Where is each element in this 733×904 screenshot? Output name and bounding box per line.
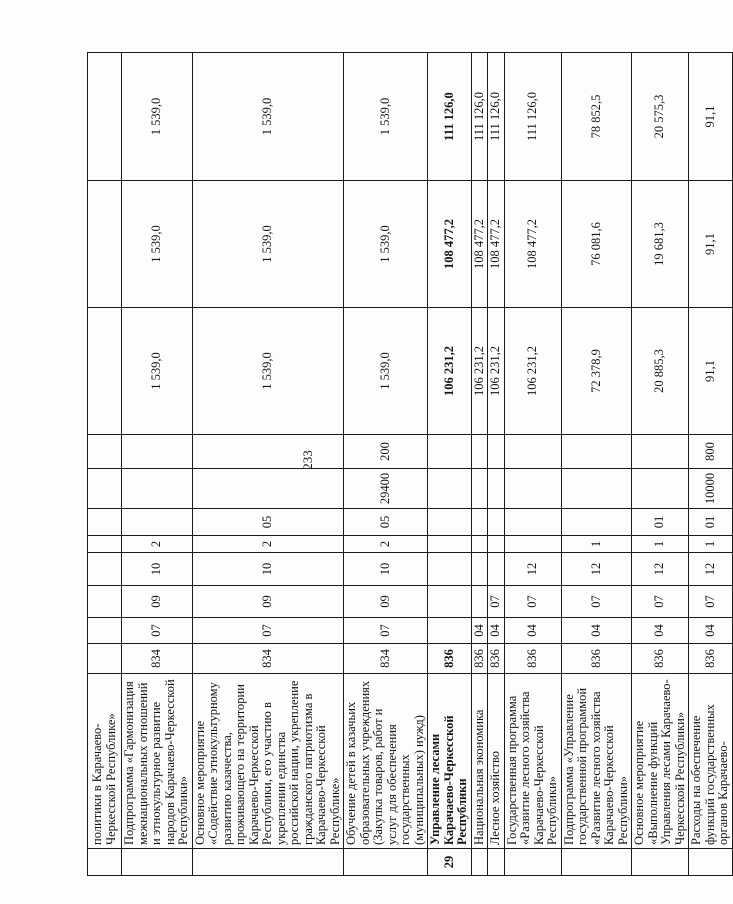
code-subprogram xyxy=(488,536,505,553)
row-name: Расходы на обеспечение функций государственных органов Карачаево- xyxy=(689,674,733,849)
amount-year-1 xyxy=(88,308,122,435)
code-program: 10 xyxy=(122,553,193,586)
code-subsection xyxy=(88,586,122,618)
code-subsection: 07 xyxy=(632,586,689,618)
row-name: Основное мероприятие «Содействие этнокультурному развитию казачества, проживающего на территории Карачаево-Черкесской Республики, его участию в укреплении единства российской нации, укрепление гражданского патриотизма в Карачаево-Черкесской Республике» xyxy=(192,674,344,849)
code-program: 12 xyxy=(561,553,632,586)
code-subsection xyxy=(428,586,472,618)
code-program xyxy=(488,553,505,586)
code-subsection: 09 xyxy=(122,586,193,618)
code-program: 12 xyxy=(504,553,561,586)
code-grbs: 834 xyxy=(344,644,428,674)
amount-year-2: 1 539,0 xyxy=(344,181,428,308)
amount-year-1: 106 231,2 xyxy=(428,308,472,435)
code-activity xyxy=(122,509,193,536)
code-program xyxy=(428,553,472,586)
code-subsection xyxy=(471,586,488,618)
row-name: Основное мероприятие «Выполнение функций Управления лесами Карачаево-Черкесской Республики» xyxy=(632,674,689,849)
code-section xyxy=(428,618,472,644)
code-grbs: 834 xyxy=(122,644,193,674)
amount-year-1: 106 231,2 xyxy=(504,308,561,435)
code-direction xyxy=(504,469,561,509)
amount-year-1: 20 885,3 xyxy=(632,308,689,435)
code-expense-type xyxy=(504,435,561,469)
row-name: Подпрограмма «Гармонизация межнациональных отношений и этнокультурное развитие народов Карачаево-Черкесской Республики» xyxy=(122,674,193,849)
amount-year-1: 91,1 xyxy=(689,308,733,435)
code-expense-type xyxy=(488,435,505,469)
code-expense-type: 200 xyxy=(344,435,428,469)
code-subsection: 09 xyxy=(192,586,344,618)
row-number xyxy=(344,849,428,876)
code-section: 07 xyxy=(192,618,344,644)
code-subprogram: 1 xyxy=(632,536,689,553)
amount-year-2: 108 477,2 xyxy=(471,181,488,308)
code-expense-type xyxy=(428,435,472,469)
code-activity xyxy=(561,509,632,536)
page-number: 233 xyxy=(300,450,315,470)
row-name: политики в Карачаево-Черкесской Республике» xyxy=(88,674,122,849)
amount-year-2: 76 081,6 xyxy=(561,181,632,308)
code-activity xyxy=(428,509,472,536)
row-name: Управление лесами Карачаево-Черкесской Республики xyxy=(428,674,472,849)
row-number xyxy=(561,849,632,876)
table-row xyxy=(689,53,733,876)
code-subsection: 09 xyxy=(344,586,428,618)
rotated-page-content xyxy=(87,53,730,876)
code-subprogram: 1 xyxy=(689,536,733,553)
table-row xyxy=(122,53,193,876)
code-activity: 05 xyxy=(192,509,344,536)
row-number xyxy=(88,849,122,876)
code-direction: 29400 xyxy=(344,469,428,509)
code-grbs: 836 xyxy=(471,644,488,674)
code-activity: 01 xyxy=(689,509,733,536)
code-program: 12 xyxy=(689,553,733,586)
code-expense-type xyxy=(471,435,488,469)
code-program xyxy=(471,553,488,586)
code-direction xyxy=(632,469,689,509)
code-section: 04 xyxy=(632,618,689,644)
amount-year-3: 78 852,5 xyxy=(561,53,632,181)
table-row xyxy=(88,53,122,876)
table-row xyxy=(561,53,632,876)
row-name: Государственная программа «Развитие лесного хозяйства Карачаево-Черкесской Республики» xyxy=(504,674,561,849)
code-activity: 01 xyxy=(632,509,689,536)
amount-year-1: 106 231,2 xyxy=(488,308,505,435)
row-number xyxy=(632,849,689,876)
code-direction xyxy=(428,469,472,509)
code-direction xyxy=(561,469,632,509)
table-row xyxy=(344,53,428,876)
code-subprogram: 2 xyxy=(192,536,344,553)
code-expense-type xyxy=(122,435,193,469)
code-direction xyxy=(88,469,122,509)
row-number xyxy=(192,849,344,876)
code-activity xyxy=(88,509,122,536)
amount-year-2 xyxy=(88,181,122,308)
amount-year-3: 91,1 xyxy=(689,53,733,181)
code-expense-type xyxy=(632,435,689,469)
row-number xyxy=(689,849,733,876)
code-direction xyxy=(192,469,344,509)
code-program: 10 xyxy=(192,553,344,586)
code-section xyxy=(88,618,122,644)
row-number xyxy=(504,849,561,876)
row-name: Национальная экономика xyxy=(471,674,488,849)
code-subsection: 07 xyxy=(504,586,561,618)
code-program: 10 xyxy=(344,553,428,586)
amount-year-1: 106 231,2 xyxy=(471,308,488,435)
code-grbs: 836 xyxy=(689,644,733,674)
code-expense-type xyxy=(561,435,632,469)
row-number xyxy=(471,849,488,876)
row-name: Лесное хозяйство xyxy=(488,674,505,849)
row-number xyxy=(488,849,505,876)
code-direction xyxy=(122,469,193,509)
amount-year-2: 1 539,0 xyxy=(192,181,344,308)
code-activity xyxy=(504,509,561,536)
table-row xyxy=(504,53,561,876)
code-grbs: 836 xyxy=(504,644,561,674)
amount-year-3: 1 539,0 xyxy=(344,53,428,181)
code-grbs: 836 xyxy=(632,644,689,674)
code-program xyxy=(88,553,122,586)
code-subsection: 07 xyxy=(488,586,505,618)
code-grbs xyxy=(88,644,122,674)
row-number: 29 xyxy=(428,849,472,876)
code-direction xyxy=(488,469,505,509)
code-expense-type xyxy=(192,435,344,469)
code-expense-type xyxy=(88,435,122,469)
row-number xyxy=(122,849,193,876)
code-direction: 10000 xyxy=(689,469,733,509)
code-section: 04 xyxy=(504,618,561,644)
code-section: 04 xyxy=(488,618,505,644)
amount-year-2: 1 539,0 xyxy=(122,181,193,308)
amount-year-1: 72 378,9 xyxy=(561,308,632,435)
code-section: 04 xyxy=(471,618,488,644)
code-subprogram xyxy=(88,536,122,553)
code-section: 04 xyxy=(561,618,632,644)
code-subsection: 07 xyxy=(561,586,632,618)
amount-year-2: 108 477,2 xyxy=(428,181,472,308)
row-name: Обучение детей в казачьих образовательных учреждениях (Закупка товаров, работ и услуг для обеспечения государственных (муниципальных) нужд) xyxy=(344,674,428,849)
amount-year-3: 111 126,0 xyxy=(504,53,561,181)
amount-year-1: 1 539,0 xyxy=(344,308,428,435)
budget-table xyxy=(87,52,733,876)
code-section: 07 xyxy=(122,618,193,644)
code-grbs: 836 xyxy=(428,644,472,674)
row-name: Подпрограмма «Управление государственной программой «Развитие лесного хозяйства Карачаево-Черкесской Республики» xyxy=(561,674,632,849)
code-subsection: 07 xyxy=(689,586,733,618)
code-section: 07 xyxy=(344,618,428,644)
table-row xyxy=(471,53,488,876)
code-subprogram xyxy=(428,536,472,553)
table-row xyxy=(632,53,689,876)
code-subprogram xyxy=(504,536,561,553)
table-row xyxy=(192,53,344,876)
code-activity xyxy=(471,509,488,536)
amount-year-3: 1 539,0 xyxy=(192,53,344,181)
amount-year-3: 111 126,0 xyxy=(488,53,505,181)
amount-year-3: 1 539,0 xyxy=(122,53,193,181)
amount-year-3: 111 126,0 xyxy=(471,53,488,181)
code-section: 04 xyxy=(689,618,733,644)
amount-year-2: 108 477,2 xyxy=(504,181,561,308)
code-program: 12 xyxy=(632,553,689,586)
code-activity: 05 xyxy=(344,509,428,536)
amount-year-1: 1 539,0 xyxy=(122,308,193,435)
code-grbs: 836 xyxy=(488,644,505,674)
amount-year-2: 108 477,2 xyxy=(488,181,505,308)
code-grbs: 834 xyxy=(192,644,344,674)
code-activity xyxy=(488,509,505,536)
amount-year-2: 19 681,3 xyxy=(632,181,689,308)
code-subprogram: 2 xyxy=(122,536,193,553)
code-subprogram: 1 xyxy=(561,536,632,553)
amount-year-3 xyxy=(88,53,122,181)
code-subprogram xyxy=(471,536,488,553)
code-subprogram: 2 xyxy=(344,536,428,553)
table-row xyxy=(428,53,472,876)
code-direction xyxy=(471,469,488,509)
table-row xyxy=(488,53,505,876)
code-grbs: 836 xyxy=(561,644,632,674)
code-expense-type: 800 xyxy=(689,435,733,469)
amount-year-3: 20 575,3 xyxy=(632,53,689,181)
amount-year-1: 1 539,0 xyxy=(192,308,344,435)
amount-year-3: 111 126,0 xyxy=(428,53,472,181)
amount-year-2: 91,1 xyxy=(689,181,733,308)
